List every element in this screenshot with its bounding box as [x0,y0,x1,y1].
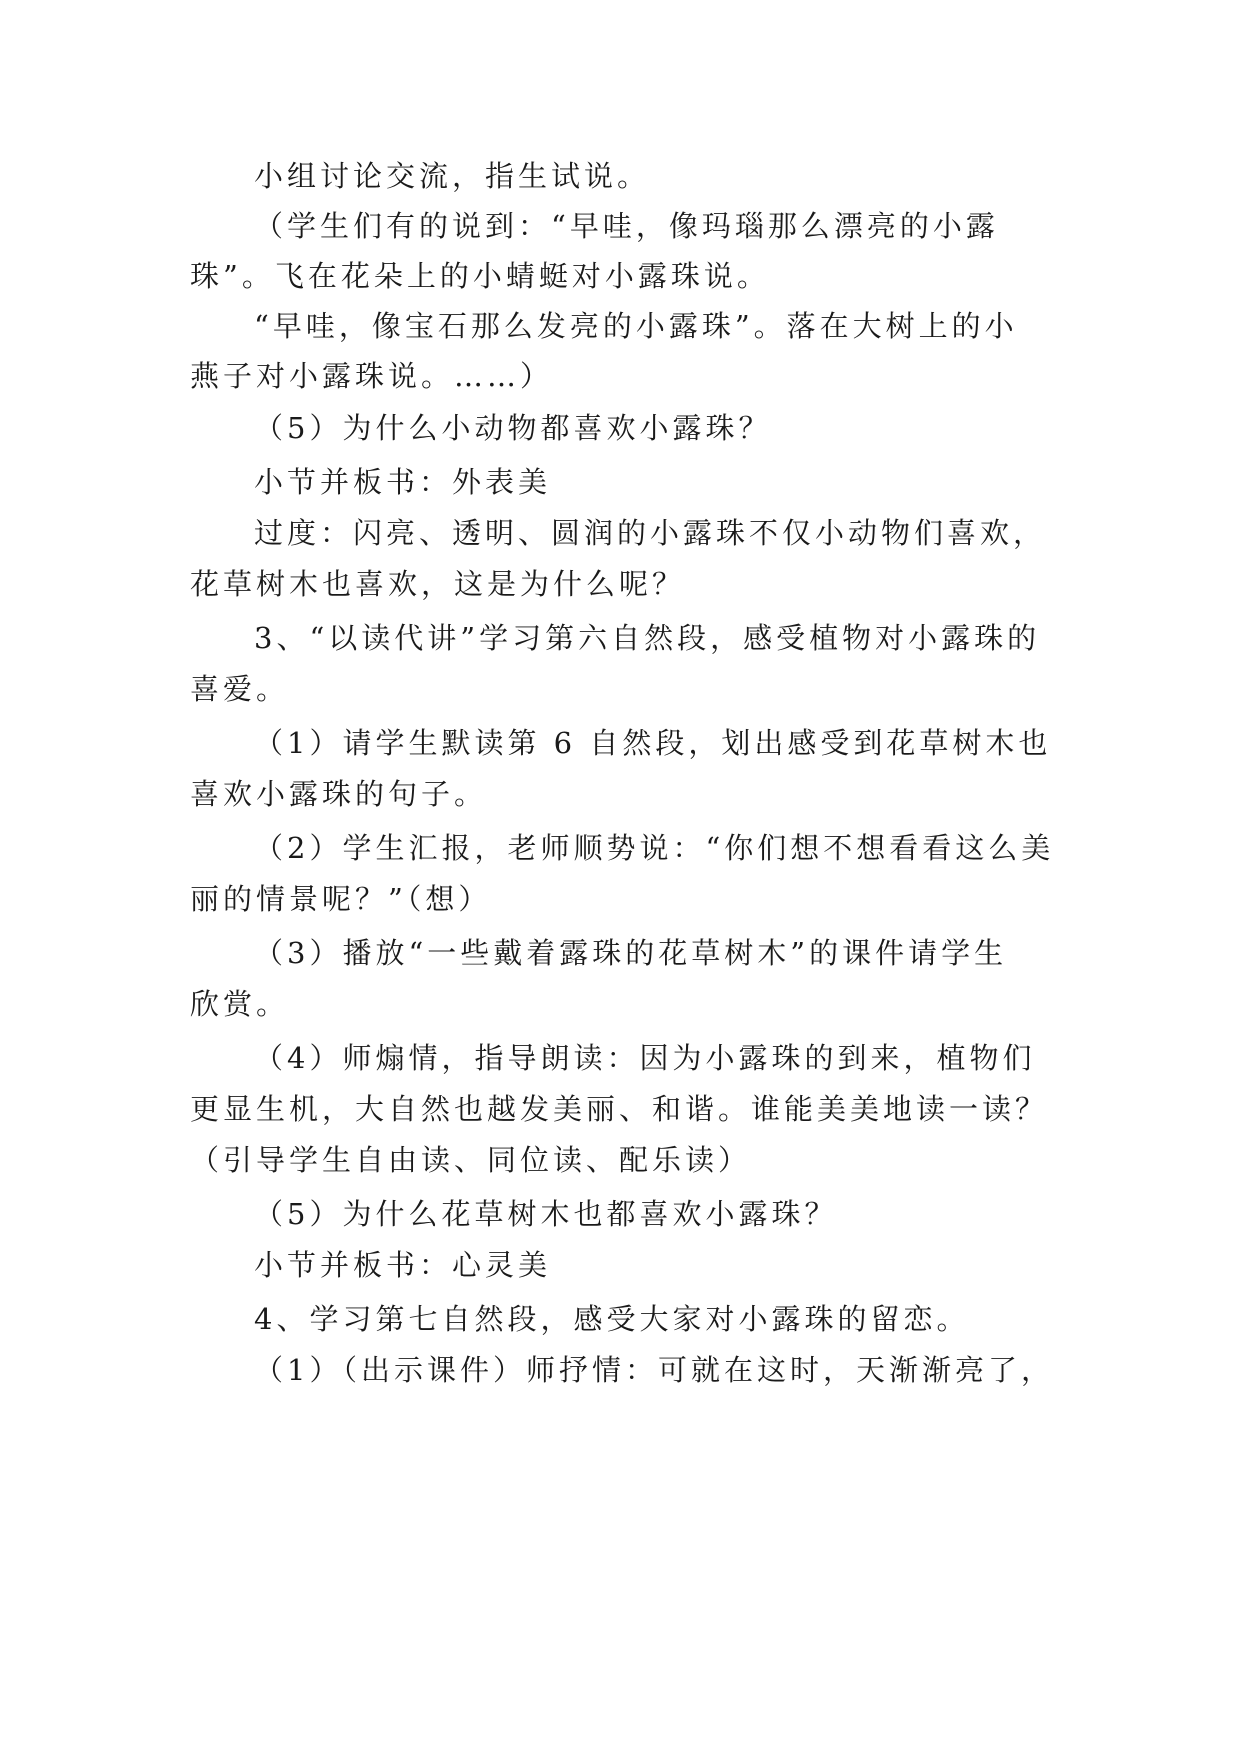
text-line: （3）播放“一些戴着露珠的花草树木”的课件请学生 [254,936,1008,970]
text-line: 小组讨论交流，指生试说。 [254,159,651,193]
text-line: （1）请学生默读第 6 自然段，划出感受到花草树木也 [254,726,1052,760]
text-line: 喜爱。 [190,672,290,706]
text-line: （引导学生自由读、同位读、配乐读） [190,1143,752,1177]
text-line: 花草树木也喜欢，这是为什么呢？ [190,567,686,601]
text-line: 3、“以读代讲”学习第六自然段，感受植物对小露珠的 [254,621,1041,655]
text-line: 欣赏。 [190,987,290,1021]
text-line: （4）师煽情，指导朗读：因为小露珠的到来，植物们 [254,1041,1036,1075]
text-line: 珠”。飞在花朵上的小蜻蜓对小露珠说。 [190,259,770,293]
text-line: 喜欢小露珠的句子。 [190,777,488,811]
text-line: 更显生机，大自然也越发美丽、和谐。谁能美美地读一读？ [190,1092,1049,1126]
text-line: （学生们有的说到：“早哇，像玛瑙那么漂亮的小露 [254,209,999,243]
text-line: 小节并板书：外表美 [254,465,552,499]
text-line: 丽的情景呢？”（想） [190,882,492,916]
text-line: （1）（出示课件）师抒情：可就在这时，天渐渐亮了， [254,1353,1054,1387]
text-line: 小节并板书：心灵美 [254,1248,552,1282]
text-line: 过度：闪亮、透明、圆润的小露珠不仅小动物们喜欢， [254,516,1047,550]
text-line: （5）为什么花草树木也都喜欢小露珠？ [254,1197,838,1231]
text-line: （5）为什么小动物都喜欢小露珠？ [254,411,772,445]
text-line: “早哇，像宝石那么发亮的小露珠”。落在大树上的小 [254,309,1018,343]
text-line: 4、学习第七自然段，感受大家对小露珠的留恋。 [254,1302,970,1336]
text-line: （2）学生汇报，老师顺势说：“你们想不想看看这么美 [254,831,1055,865]
text-line: 燕子对小露珠说。……） [190,359,554,393]
